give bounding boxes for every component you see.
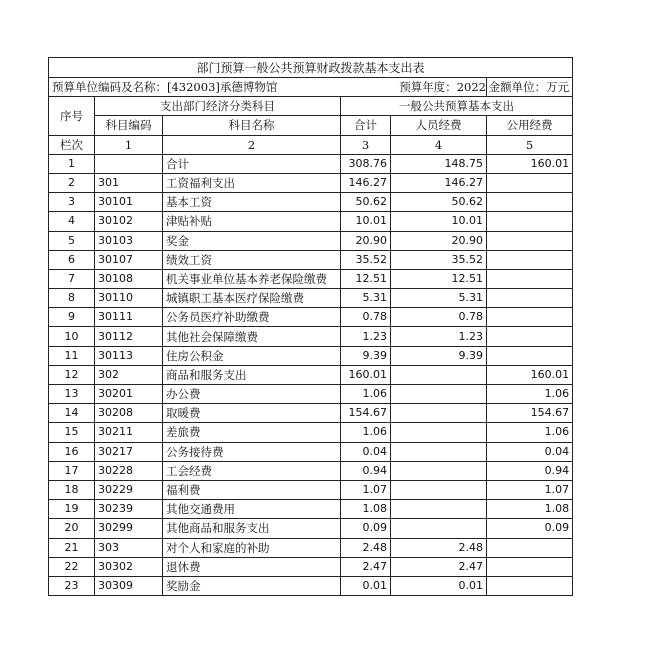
table-row — [49, 480, 573, 499]
header-total: 合计 — [341, 116, 391, 135]
row-personnel — [391, 461, 487, 480]
row-code: 30101 — [95, 193, 163, 212]
row-personnel: 5.31 — [391, 289, 487, 308]
row-public — [487, 327, 573, 346]
row-seq: 2 — [49, 173, 95, 192]
table-row — [49, 231, 573, 250]
row-public — [487, 538, 573, 557]
row-seq: 10 — [49, 327, 95, 346]
row-personnel — [391, 423, 487, 442]
row-personnel: 0.01 — [391, 576, 487, 595]
row-name: 差旅费 — [163, 423, 341, 442]
table-row — [49, 308, 573, 327]
row-code: 30103 — [95, 231, 163, 250]
table-row — [49, 154, 573, 173]
row-total: 2.48 — [341, 538, 391, 557]
row-code: 30112 — [95, 327, 163, 346]
row-name: 公务接待费 — [163, 442, 341, 461]
row-total: 146.27 — [341, 173, 391, 192]
row-total: 12.51 — [341, 269, 391, 288]
row-code: 30201 — [95, 385, 163, 404]
row-seq: 8 — [49, 289, 95, 308]
column-index-label: 栏次 — [49, 135, 95, 154]
table-row — [49, 442, 573, 461]
row-name: 其他商品和服务支出 — [163, 519, 341, 538]
table-row — [49, 423, 573, 442]
row-code: 30111 — [95, 308, 163, 327]
row-public: 1.08 — [487, 500, 573, 519]
row-code: 30239 — [95, 500, 163, 519]
row-seq: 5 — [49, 231, 95, 250]
header-name: 科目名称 — [163, 116, 341, 135]
header-budget-group: 一般公共预算基本支出 — [341, 97, 573, 116]
column-index-5: 5 — [487, 135, 573, 154]
table-row — [49, 519, 573, 538]
row-personnel: 9.39 — [391, 346, 487, 365]
row-code: 30110 — [95, 289, 163, 308]
row-seq: 20 — [49, 519, 95, 538]
header-seq: 序号 — [49, 97, 95, 135]
header-econ-group: 支出部门经济分类科目 — [95, 97, 341, 116]
row-personnel — [391, 480, 487, 499]
row-personnel — [391, 500, 487, 519]
row-name: 基本工资 — [163, 193, 341, 212]
year-label: 预算年度：2022 — [341, 78, 487, 97]
row-personnel: 2.48 — [391, 538, 487, 557]
row-public — [487, 173, 573, 192]
row-personnel: 20.90 — [391, 231, 487, 250]
row-personnel — [391, 404, 487, 423]
unit-row — [49, 78, 573, 97]
row-seq: 21 — [49, 538, 95, 557]
row-public — [487, 557, 573, 576]
row-total: 1.23 — [341, 327, 391, 346]
table-title: 部门预算一般公共预算财政拨款基本支出表 — [49, 58, 573, 78]
row-name: 工资福利支出 — [163, 173, 341, 192]
table-row — [49, 557, 573, 576]
row-public: 1.07 — [487, 480, 573, 499]
row-public — [487, 346, 573, 365]
row-code: 303 — [95, 538, 163, 557]
row-name: 福利费 — [163, 480, 341, 499]
row-personnel: 0.78 — [391, 308, 487, 327]
row-name: 其他社会保障缴费 — [163, 327, 341, 346]
row-name: 对个人和家庭的补助 — [163, 538, 341, 557]
row-public — [487, 289, 573, 308]
row-seq: 9 — [49, 308, 95, 327]
row-personnel: 2.47 — [391, 557, 487, 576]
row-total: 50.62 — [341, 193, 391, 212]
row-seq: 4 — [49, 212, 95, 231]
column-index-1: 1 — [95, 135, 163, 154]
row-code: 30299 — [95, 519, 163, 538]
row-name: 津贴补贴 — [163, 212, 341, 231]
row-name: 奖励金 — [163, 576, 341, 595]
column-index-4: 4 — [391, 135, 487, 154]
row-seq: 19 — [49, 500, 95, 519]
row-code: 30208 — [95, 404, 163, 423]
row-seq: 15 — [49, 423, 95, 442]
row-total: 5.31 — [341, 289, 391, 308]
row-personnel — [391, 442, 487, 461]
row-name: 退休费 — [163, 557, 341, 576]
row-seq: 17 — [49, 461, 95, 480]
table-row — [49, 289, 573, 308]
row-name: 绩效工资 — [163, 250, 341, 269]
row-public — [487, 212, 573, 231]
row-seq: 11 — [49, 346, 95, 365]
row-public — [487, 576, 573, 595]
header-personnel: 人员经费 — [391, 116, 487, 135]
row-code — [95, 154, 163, 173]
row-total: 1.08 — [341, 500, 391, 519]
row-name: 工会经费 — [163, 461, 341, 480]
row-public: 1.06 — [487, 385, 573, 404]
row-total: 2.47 — [341, 557, 391, 576]
table-row — [49, 385, 573, 404]
column-index-2: 2 — [163, 135, 341, 154]
row-name: 取暖费 — [163, 404, 341, 423]
row-public — [487, 269, 573, 288]
row-total: 35.52 — [341, 250, 391, 269]
row-code: 301 — [95, 173, 163, 192]
column-index-3: 3 — [341, 135, 391, 154]
row-personnel: 1.23 — [391, 327, 487, 346]
row-seq: 6 — [49, 250, 95, 269]
row-personnel — [391, 519, 487, 538]
table-row — [49, 461, 573, 480]
row-name: 商品和服务支出 — [163, 365, 341, 384]
unit-label: 预算单位编码及名称：[432003]承德博物馆 — [49, 78, 341, 97]
header-row-1 — [49, 97, 573, 116]
table-row — [49, 365, 573, 384]
row-seq: 1 — [49, 154, 95, 173]
row-public: 0.04 — [487, 442, 573, 461]
table-row — [49, 346, 573, 365]
row-seq: 12 — [49, 365, 95, 384]
header-public: 公用经费 — [487, 116, 573, 135]
budget-sheet — [48, 57, 572, 596]
row-seq: 16 — [49, 442, 95, 461]
table-row — [49, 193, 573, 212]
row-total: 160.01 — [341, 365, 391, 384]
row-personnel: 10.01 — [391, 212, 487, 231]
budget-table — [48, 57, 573, 596]
table-row — [49, 327, 573, 346]
row-code: 30229 — [95, 480, 163, 499]
row-public: 0.94 — [487, 461, 573, 480]
row-seq: 7 — [49, 269, 95, 288]
row-public — [487, 193, 573, 212]
row-code: 30211 — [95, 423, 163, 442]
row-personnel: 35.52 — [391, 250, 487, 269]
row-total: 154.67 — [341, 404, 391, 423]
money-unit-label: 金额单位：万元 — [487, 78, 573, 97]
row-total: 1.06 — [341, 423, 391, 442]
row-total: 20.90 — [341, 231, 391, 250]
row-public: 160.01 — [487, 154, 573, 173]
row-name: 奖金 — [163, 231, 341, 250]
row-name: 公务员医疗补助缴费 — [163, 308, 341, 327]
row-public — [487, 250, 573, 269]
table-row — [49, 269, 573, 288]
header-code: 科目编码 — [95, 116, 163, 135]
table-row — [49, 538, 573, 557]
row-name: 城镇职工基本医疗保险缴费 — [163, 289, 341, 308]
table-row — [49, 404, 573, 423]
row-name: 办公费 — [163, 385, 341, 404]
row-public — [487, 231, 573, 250]
row-total: 1.07 — [341, 480, 391, 499]
row-code: 30309 — [95, 576, 163, 595]
row-total: 1.06 — [341, 385, 391, 404]
row-name: 其他交通费用 — [163, 500, 341, 519]
table-row — [49, 212, 573, 231]
row-total: 0.94 — [341, 461, 391, 480]
row-seq: 3 — [49, 193, 95, 212]
row-personnel: 148.75 — [391, 154, 487, 173]
row-public: 154.67 — [487, 404, 573, 423]
row-code: 30102 — [95, 212, 163, 231]
row-code: 30108 — [95, 269, 163, 288]
row-personnel: 12.51 — [391, 269, 487, 288]
column-index-row — [49, 135, 573, 154]
row-name: 机关事业单位基本养老保险缴费 — [163, 269, 341, 288]
row-total: 0.09 — [341, 519, 391, 538]
row-seq: 22 — [49, 557, 95, 576]
row-code: 30107 — [95, 250, 163, 269]
row-total: 308.76 — [341, 154, 391, 173]
row-personnel — [391, 385, 487, 404]
row-code: 302 — [95, 365, 163, 384]
row-public: 0.09 — [487, 519, 573, 538]
row-seq: 18 — [49, 480, 95, 499]
row-name: 合计 — [163, 154, 341, 173]
row-code: 30113 — [95, 346, 163, 365]
header-row-2 — [49, 116, 573, 135]
row-total: 10.01 — [341, 212, 391, 231]
row-total: 9.39 — [341, 346, 391, 365]
row-seq: 13 — [49, 385, 95, 404]
table-row — [49, 173, 573, 192]
row-total: 0.01 — [341, 576, 391, 595]
row-total: 0.78 — [341, 308, 391, 327]
title-row — [49, 58, 573, 78]
row-name: 住房公积金 — [163, 346, 341, 365]
row-public: 160.01 — [487, 365, 573, 384]
row-personnel: 50.62 — [391, 193, 487, 212]
table-row — [49, 250, 573, 269]
row-public — [487, 308, 573, 327]
row-personnel — [391, 365, 487, 384]
row-code: 30217 — [95, 442, 163, 461]
row-total: 0.04 — [341, 442, 391, 461]
row-seq: 14 — [49, 404, 95, 423]
row-personnel: 146.27 — [391, 173, 487, 192]
row-code: 30302 — [95, 557, 163, 576]
row-seq: 23 — [49, 576, 95, 595]
row-code: 30228 — [95, 461, 163, 480]
table-row — [49, 576, 573, 595]
table-row — [49, 500, 573, 519]
row-public: 1.06 — [487, 423, 573, 442]
